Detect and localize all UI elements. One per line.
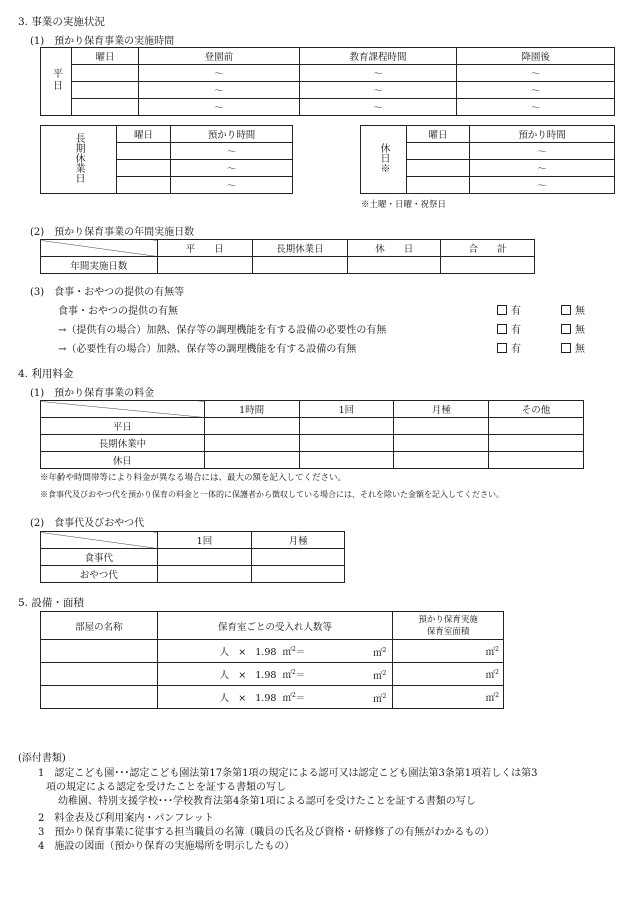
section3-sub3: (3) 食事・おやつの提供の有無等 [30, 287, 185, 298]
col-header: 合 計 [441, 240, 535, 257]
time-cell[interactable]: ～ [299, 82, 457, 99]
long-holiday-label: 長期休業日 [41, 126, 117, 194]
day-cell[interactable] [72, 65, 139, 82]
col-header: 部屋の名称 [41, 612, 158, 640]
holiday-note: ※土曜・日曜・祝祭日 [361, 200, 447, 210]
capacity-cell[interactable]: 人 × 1.98 ㎡$^2$＝ ㎡$^2$ [157, 686, 393, 709]
fee-cell[interactable] [204, 452, 299, 469]
row-header: 食事代 [41, 549, 158, 566]
col-header: 平 日 [157, 240, 252, 257]
col-header: 曜日 [72, 48, 139, 65]
long-holiday-table [40, 125, 293, 194]
section3-sub1: (1) 預かり保育事業の実施時間 [30, 36, 175, 47]
row-header: 平日 [41, 418, 205, 435]
fee-cell[interactable] [489, 418, 584, 435]
time-cell[interactable]: ～ [457, 65, 615, 82]
time-cell[interactable]: ～ [139, 99, 300, 116]
fee-cell[interactable] [394, 418, 489, 435]
section5-title: 5. 設備・面積 [18, 597, 84, 609]
capacity-cell[interactable]: 人 × 1.98 ㎡$^2$＝ ㎡$^2$ [157, 663, 393, 686]
room-name-cell[interactable] [41, 640, 158, 663]
row-header: 休日 [41, 452, 205, 469]
attachment-3: 3 預かり保育事業に従事する担当職員の名簿（職員の氏名及び資格・研修修了の有無がわかるもの） [38, 827, 495, 838]
days-cell[interactable] [157, 257, 252, 274]
row-header: 長期休業中 [41, 435, 205, 452]
capacity-cell[interactable]: 人 × 1.98 ㎡$^2$＝ ㎡$^2$ [157, 640, 393, 663]
attachment-4: 4 施設の図面（預かり保育の実施場所を明示したもの） [38, 841, 295, 852]
diagonal-header [41, 401, 205, 418]
meal-item-2: →（提供有の場合）加熱、保存等の調理機能を有する設備の必要性の有無 [58, 325, 387, 336]
time-cell[interactable]: ～ [457, 99, 615, 116]
fee-note-2: ※食事代及びおやつ代を預かり保育の料金と一体的に保護者から徴収している場合には、それを除いた金額を記入してください。 [40, 490, 504, 499]
time-cell[interactable]: ～ [469, 143, 614, 160]
fee-cell[interactable] [157, 566, 252, 583]
day-cell[interactable] [407, 143, 470, 160]
no-checkbox[interactable]: 無 [561, 321, 585, 336]
day-cell[interactable] [72, 82, 139, 99]
annual-days-table [40, 239, 535, 274]
attachment-1-line3: 幼稚園、特別支援学校･･･学校教育法第4条第1項による認可を受けたことを証する書類の写し [58, 796, 476, 807]
col-header: 登園前 [139, 48, 300, 65]
fee-cell[interactable] [252, 549, 345, 566]
col-header: 保育室ごとの受入れ人数等 [157, 612, 393, 640]
day-cell[interactable] [72, 99, 139, 116]
facility-table [40, 611, 504, 709]
fee-note-1: ※年齢や時間帯等により料金が異なる場合には、最大の額を記入してください。 [40, 473, 347, 483]
time-cell[interactable]: ～ [171, 177, 293, 194]
yes-checkbox[interactable]: 有 [497, 340, 521, 355]
attachment-2: 2 料金表及び利用案内・パンフレット [38, 813, 214, 824]
fee-cell[interactable] [204, 418, 299, 435]
weekday-label: 平日 [41, 48, 72, 116]
fee-table [40, 400, 584, 469]
no-checkbox[interactable]: 無 [561, 302, 585, 317]
section4-sub1: (1) 預かり保育事業の料金 [30, 388, 155, 399]
col-header: 預かり時間 [171, 126, 293, 143]
fee-cell[interactable] [489, 435, 584, 452]
col-header: 預かり保育実施 保育室面積 [393, 612, 504, 640]
fee-cell[interactable] [394, 435, 489, 452]
day-cell[interactable] [407, 177, 470, 194]
room-name-cell[interactable] [41, 686, 158, 709]
diagonal-header [41, 532, 158, 549]
day-cell[interactable] [117, 143, 171, 160]
time-cell[interactable]: ～ [299, 65, 457, 82]
time-cell[interactable]: ～ [469, 160, 614, 177]
days-cell[interactable] [348, 257, 441, 274]
area-cell[interactable]: ㎡$^2$ [393, 686, 504, 709]
fee-cell[interactable] [299, 452, 394, 469]
attachments-title: (添付書類) [18, 753, 66, 764]
meal-fee-table [40, 531, 345, 583]
col-header: 降園後 [457, 48, 615, 65]
fee-cell[interactable] [252, 566, 345, 583]
col-header: 1回 [299, 401, 394, 418]
section4-title: 4. 利用料金 [18, 368, 74, 380]
room-name-cell[interactable] [41, 663, 158, 686]
days-cell[interactable] [252, 257, 348, 274]
col-header: 教育課程時間 [299, 48, 457, 65]
attachment-1-line1: 1 認定こども園･･･認定こども園法第17条第1項の規定による認可又は認定こども園法第3条第1項若しくは第3 [38, 768, 538, 779]
section4-sub2: (2) 食事代及びおやつ代 [30, 518, 145, 529]
fee-cell[interactable] [489, 452, 584, 469]
day-cell[interactable] [407, 160, 470, 177]
yes-checkbox[interactable]: 有 [497, 302, 521, 317]
row-header: 年間実施日数 [41, 257, 158, 274]
time-cell[interactable]: ～ [457, 82, 615, 99]
meal-item-1: 食事・おやつの提供の有無 [58, 306, 178, 317]
section3-sub2: (2) 預かり保育事業の年間実施日数 [30, 227, 195, 238]
col-header: 月極 [252, 532, 345, 549]
weekday-hours-table [40, 47, 615, 116]
area-cell[interactable]: ㎡$^2$ [393, 640, 504, 663]
holiday-label: 休日※ [361, 126, 407, 194]
col-header: 月極 [394, 401, 489, 418]
holiday-table [360, 125, 615, 194]
col-header: 休 日 [348, 240, 441, 257]
fee-cell[interactable] [299, 435, 394, 452]
row-header: おやつ代 [41, 566, 158, 583]
time-cell[interactable]: ～ [139, 65, 300, 82]
col-header: 長期休業日 [252, 240, 348, 257]
fee-cell[interactable] [394, 452, 489, 469]
section3-title: 3. 事業の実施状況 [18, 16, 105, 28]
time-cell[interactable]: ～ [139, 82, 300, 99]
day-cell[interactable] [117, 160, 171, 177]
col-header: 曜日 [407, 126, 470, 143]
fee-cell[interactable] [157, 549, 252, 566]
yes-checkbox[interactable]: 有 [497, 321, 521, 336]
time-cell[interactable]: ～ [171, 160, 293, 177]
attachment-1-line2: 項の規定による認定を受けたことを証する書類の写し [46, 782, 286, 793]
days-cell[interactable] [441, 257, 535, 274]
area-cell[interactable]: ㎡$^2$ [393, 663, 504, 686]
fee-cell[interactable] [204, 435, 299, 452]
col-header: 預かり時間 [469, 126, 614, 143]
day-cell[interactable] [117, 177, 171, 194]
col-header: 曜日 [117, 126, 171, 143]
col-header: 1時間 [204, 401, 299, 418]
meal-item-3: →（必要性有の場合）加熱、保存等の調理機能を有する設備の有無 [58, 344, 357, 355]
diagonal-header [41, 240, 158, 257]
time-cell[interactable]: ～ [299, 99, 457, 116]
no-checkbox[interactable]: 無 [561, 340, 585, 355]
col-header: 1回 [157, 532, 252, 549]
time-cell[interactable]: ～ [469, 177, 614, 194]
col-header: その他 [489, 401, 584, 418]
fee-cell[interactable] [299, 418, 394, 435]
time-cell[interactable]: ～ [171, 143, 293, 160]
